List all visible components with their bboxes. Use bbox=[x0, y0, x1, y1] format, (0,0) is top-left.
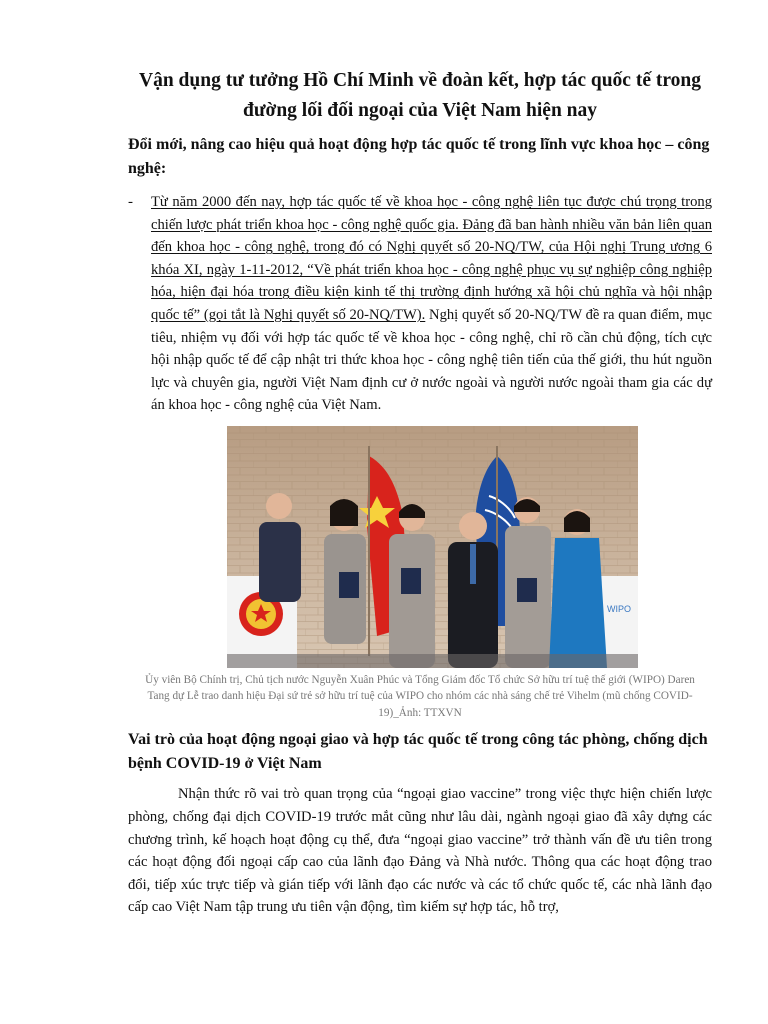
section-heading-covid-diplomacy: Vai trò của hoạt động ngoại giao và hợp tác quốc tế trong công tác phòng, chống dịch bệnh COVID-19 ở Việt Nam bbox=[128, 731, 708, 773]
section-heading-science-technology: Đổi mới, nâng cao hiệu quả hoạt động hợp tác quốc tế trong lĩnh vực khoa học – công nghệ: bbox=[128, 136, 710, 177]
news-photo-figure bbox=[128, 426, 712, 722]
bullet-paragraph bbox=[151, 191, 712, 417]
podium-wipo-label: WIPO bbox=[607, 603, 631, 614]
bullet-marker: - bbox=[128, 194, 133, 210]
document-title: Vận dụng tư tưởng Hồ Chí Minh về đoàn kết, hợp tác quốc tế trong đường lối đối ngoại của Việt Nam hiện nay bbox=[138, 70, 701, 121]
photo-caption: Ủy viên Bộ Chính trị, Chủ tịch nước Nguyễn Xuân Phúc và Tổng Giám đốc Tổ chức Sở hữu trí tuệ thế giới (WIPO) Daren Tang dự Lễ trao danh hiệu Đại sứ trẻ sở hữu trí tuệ của WIPO cho nhóm các nhà sáng chế trẻ Vihelm (mũ chống COVID-19)_Ảnh: TTXVN bbox=[145, 673, 695, 719]
ceremony-photo-illustration bbox=[227, 426, 638, 668]
underlined-text: Từ năm 2000 đến nay, hợp tác quốc tế về khoa học - công nghệ liên tục được chú trọng trong chiến lược phát triển khoa học - công nghệ quốc gia. Đảng đã ban hành nhiều văn bản liên quan đến khoa học - công nghệ, trong đó có Nghị quyết số 20-NQ/TW, của Hội nghị Trung ương 6 khóa XI, ngày 1-11-2012, “Về phát triển khoa học - công nghệ phục vụ sự nghiệp công nghiệp hóa, hiện đại hóa trong điều kiện kinh tế thị trường định hướng xã hội chủ nghĩa và hội nhập quốc tế” (gọi tắt là Nghị quyết số 20-NQ/TW). bbox=[151, 194, 712, 323]
bullet-continuation: Nghị quyết số 20-NQ/TW đề ra quan điểm, mục tiêu, nhiệm vụ đối với hợp tác quốc tế về khoa học - công nghệ, chỉ rõ cần chủ động, tích cực hội nhập quốc tế để cập nhật tri thức khoa học - công nghệ tiên tiến của thế giới, thu hút nguồn lực và chuyên gia, người Việt Nam định cư ở nước ngoài và người nước ngoài tham gia các dự án khoa học - công nghệ của Việt Nam. bbox=[151, 306, 712, 414]
bullet-item bbox=[128, 191, 712, 417]
ceremony-photo bbox=[227, 426, 638, 668]
covid-diplomacy-paragraph: Nhận thức rõ vai trò quan trọng của “ngoại giao vaccine” trong việc thực hiện chiến lược phòng, chống đại dịch COVID-19 trước mắt cũng như lâu dài, ngành ngoại giao đã xây dựng các chương trình, kế hoạch hoạt động cụ thể, đưa “ngoại giao vaccine” trở thành vấn đề ưu tiên trong các hoạt động đối ngoại cấp cao của lãnh đạo Đảng và Nhà nước. Thông qua các hoạt động trao đổi, tiếp xúc trực tiếp và gián tiếp với lãnh đạo các nước và các tổ chức quốc tế, các nhà lãnh đạo cấp cao Việt Nam tập trung ưu tiên vận động, tìm kiếm sự hợp tác, hỗ trợ, bbox=[128, 786, 712, 916]
